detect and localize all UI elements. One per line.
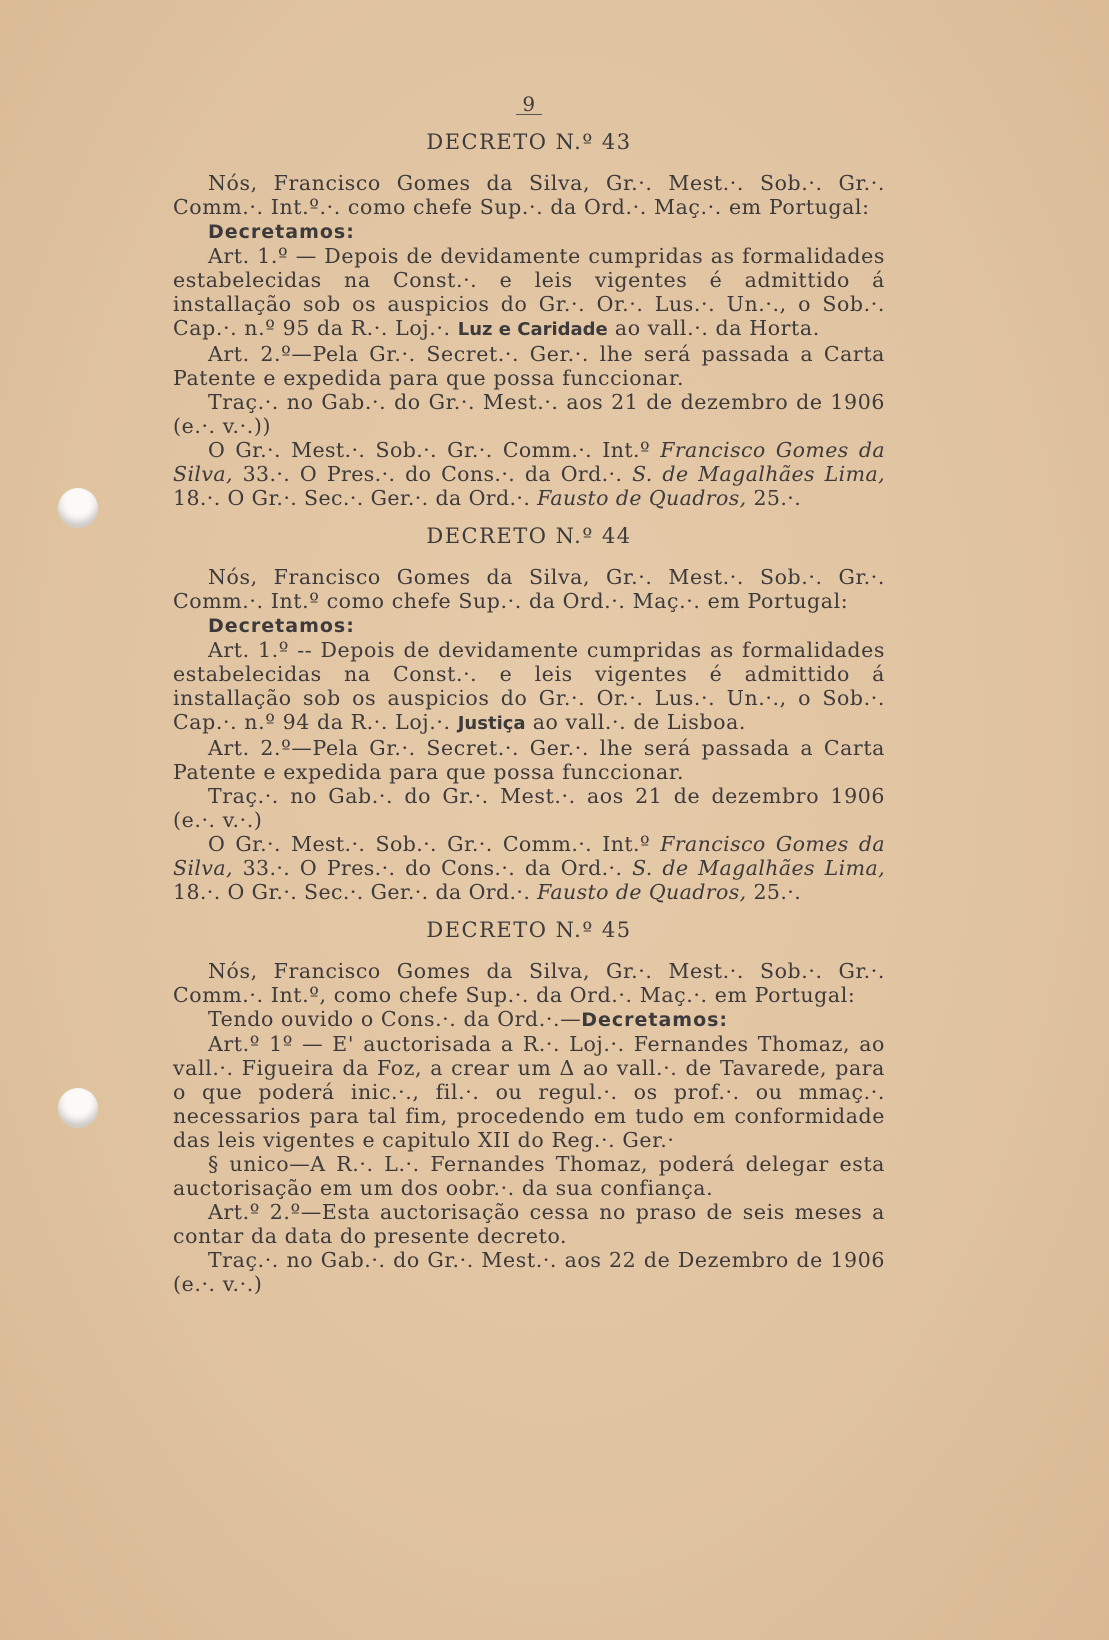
decree-trac: Traç.·. no Gab.·. do Gr.·. Mest.·. aos 21 de dezembro 1906 (e.·. v.·.) xyxy=(173,784,885,832)
decree-title: DECRETO N.º 43 xyxy=(426,130,632,154)
document-body xyxy=(173,92,885,1296)
punch-hole xyxy=(58,488,98,528)
decree-article-2: Art. 2.º—Pela Gr.·. Secret.·. Ger.·. lhe será passada a Carta Patente e expedida para que possa funccionar. xyxy=(173,342,885,390)
decretamos-heading: Decretamos: xyxy=(208,221,355,243)
decree-preamble: Nós, Francisco Gomes da Silva, Gr.·. Mest.·. Sob.·. Gr.·. Comm.·. Int.º, como chefe Sup.·. da Ord.·. Maç.·. em Portugal: xyxy=(173,959,885,1007)
decree-title: DECRETO N.º 44 xyxy=(426,524,632,548)
decree-paragraph: § unico—A R.·. L.·. Fernandes Thomaz, poderá delegar esta auctorisação em um dos oobr.·. da sua confiança. xyxy=(173,1152,885,1200)
decree-signatures: O Gr.·. Mest.·. Sob.·. Gr.·. Comm.·. Int.º Francisco Gomes da Silva, 33.·. O Pres.·. do Cons.·. da Ord.·. S. de Magalhães Lima, 18.·. O Gr.·. Sec.·. Ger.·. da Ord.·. Fausto de Quadros, 25.·. xyxy=(173,438,885,510)
decree-title: DECRETO N.º 45 xyxy=(426,918,632,942)
decree-signatures: O Gr.·. Mest.·. Sob.·. Gr.·. Comm.·. Int.º Francisco Gomes da Silva, 33.·. O Pres.·. do Cons.·. da Ord.·. S. de Magalhães Lima, 18.·. O Gr.·. Sec.·. Ger.·. da Ord.·. Fausto de Quadros, 25.·. xyxy=(173,832,885,904)
decree-tendo: Tendo ouvido o Cons.·. da Ord.·.—Decretamos: xyxy=(208,1007,729,1031)
decree-article-1: Art. 1.º — Depois de devidamente cumpridas as formalidades estabelecidas na Const.·. e leis vigentes é admittido á installação sob os auspicios do Gr.·. Or.·. Lus.·. Un.·., o Sob.·. Cap.·. n.º 95 da R.·. Loj.·. Luz e Caridade ao vall.·. da Horta. xyxy=(173,244,885,340)
decree-preamble: Nós, Francisco Gomes da Silva, Gr.·. Mest.·. Sob.·. Gr.·. Comm.·. Int.º.·. como chefe Sup.·. da Ord.·. Maç.·. em Portugal: xyxy=(173,171,885,219)
lodge-name: Justiça xyxy=(457,713,526,734)
decree-preamble: Nós, Francisco Gomes da Silva, Gr.·. Mest.·. Sob.·. Gr.·. Comm.·. Int.º como chefe Sup.·. da Ord.·. Maç.·. em Portugal: xyxy=(173,565,885,613)
decree-article-2: Art.º 2.º—Esta auctorisação cessa no praso de seis meses a contar da data do presente decreto. xyxy=(173,1200,885,1248)
decree-trac: Traç.·. no Gab.·. do Gr.·. Mest.·. aos 21 de dezembro de 1906 (e.·. v.·.)) xyxy=(173,390,885,438)
decree-article-1: Art. 1.º -- Depois de devidamente cumpridas as formalidades estabelecidas na Const.·. e leis vigentes é admittido á installação sob os auspicios do Gr.·. Or.·. Lus.·. Un.·., o Sob.·. Cap.·. n.º 94 da R.·. Loj.·. Justiça ao vall.·. de Lisboa. xyxy=(173,638,885,734)
decree-article-2: Art. 2.º—Pela Gr.·. Secret.·. Ger.·. lhe será passada a Carta Patente e expedida para que possa funccionar. xyxy=(173,736,885,784)
lodge-name: Luz e Caridade xyxy=(457,319,608,340)
decretamos-heading: Decretamos: xyxy=(208,615,355,637)
page-number: 9 xyxy=(173,92,885,116)
decree-trac: Traç.·. no Gab.·. do Gr.·. Mest.·. aos 22 de Dezembro de 1906 (e.·. v.·.) xyxy=(173,1248,885,1296)
decree-article-1: Art.º 1º — E' auctorisada a R.·. Loj.·. Fernandes Thomaz, ao vall.·. Figueira da Foz, a crear um Δ ao vall.·. de Tavarede, para o que poderá inic.·., fil.·. ou regul.·. os prof.·. ou mmaç.·. necessarios para tal fim, procedendo em tudo em conformidade das leis vigentes e capitulo XII do Reg.·. Ger.· xyxy=(173,1032,885,1152)
punch-hole xyxy=(58,1088,98,1128)
